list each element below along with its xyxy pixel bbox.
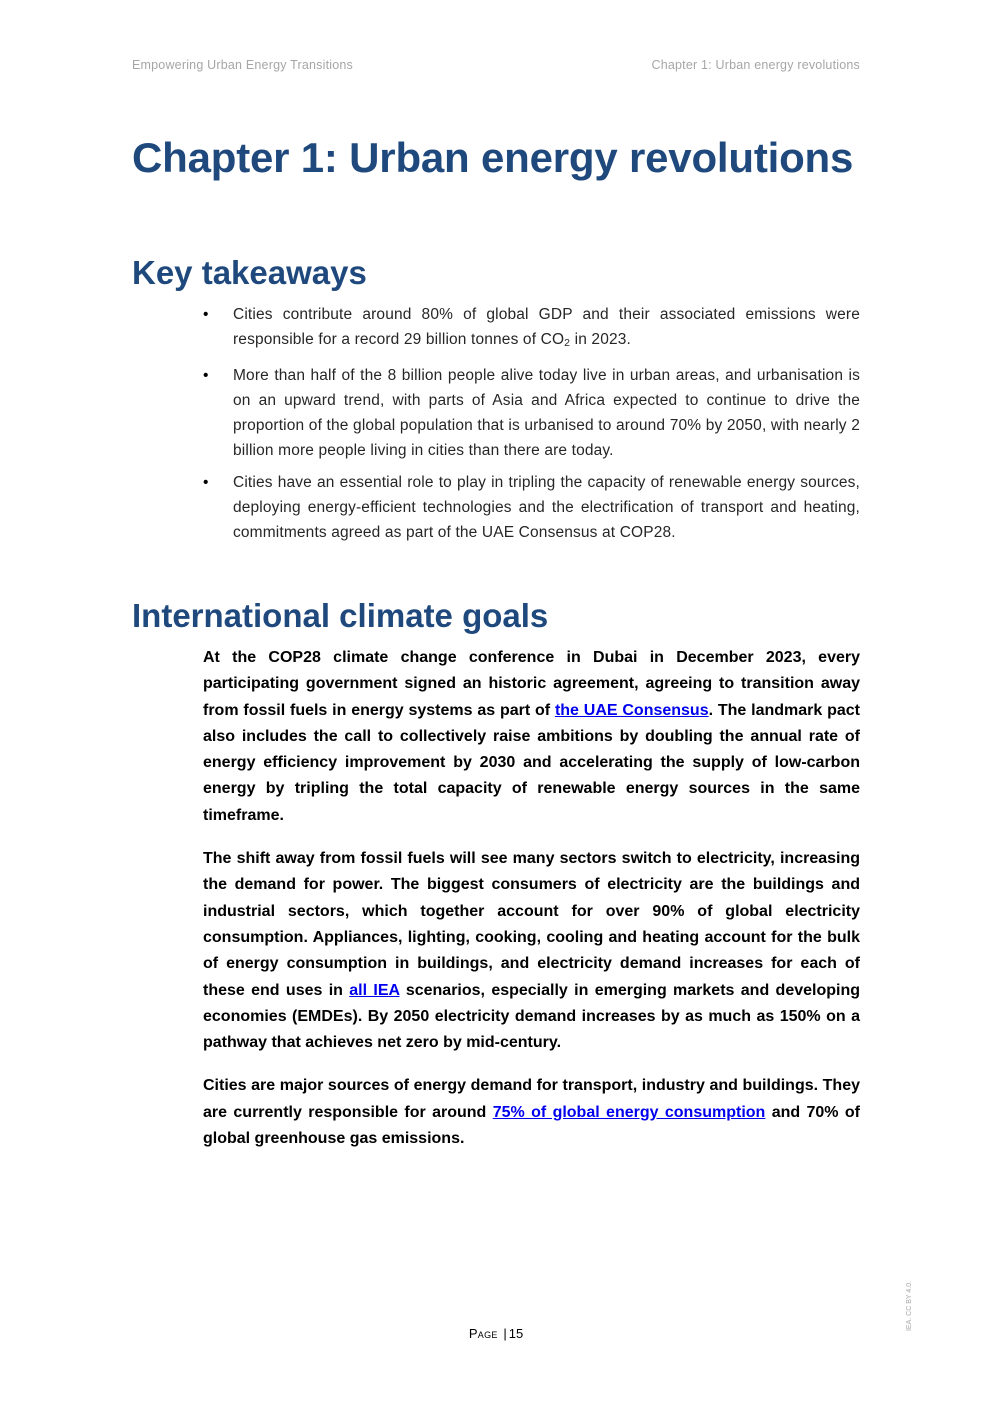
- paragraph: [203, 1073, 860, 1152]
- paragraph-text-tail: scenarios, especially in emerging markets and developing economies (EMDEs). By 2050 electricity demand increases by as much as 150% on a pathway that achieves net zero by mid-century.: [203, 981, 860, 1052]
- climate-goals-heading: International climate goals: [132, 597, 549, 634]
- takeaway-text: More than half of the 8 billion people alive today live in urban areas, and urbanisation is on an upward trend, with parts of Asia and Africa expected to continue to drive the proportion of the global population that is urbanised to around 70% by 2050, with nearly 2 billion more people living in cities than there are today.: [233, 366, 860, 460]
- page-label: Page: [468, 1326, 498, 1341]
- takeaway-item: [203, 302, 860, 357]
- key-takeaways-list: [203, 302, 860, 552]
- license-note: IEA. CC BY 4.0.: [906, 1280, 913, 1332]
- running-header: [132, 58, 860, 76]
- subscript: 2: [564, 337, 571, 350]
- takeaway-text: Cities contribute around 80% of global GDP and their associated emissions were responsible for a record 29 billion tonnes of CO: [233, 306, 860, 349]
- page-number: 15: [508, 1326, 524, 1341]
- paragraph-text-tail: . The landmark pact also includes the call to collectively raise ambitions by doubling the annual rate of energy efficiency improvement by 2030 and accelerating the supply of low-carbon energy by tripling the total capacity of renewable energy sources in the same timeframe.: [203, 701, 860, 824]
- page-separator: |: [503, 1326, 507, 1341]
- all-iea-link[interactable]: all IEA: [349, 981, 400, 999]
- paragraph-text: The shift away from fossil fuels will see many sectors switch to electricity, increasing the demand for power. The biggest consumers of electricity are the buildings and industrial sectors, which together account for over 90% of global electricity consumption. Appliances, lighting, cooking, cooling and heating account for the bulk of energy consumption in buildings, and electricity demand increases for each of these end uses in: [203, 850, 860, 999]
- paragraph-text-tail: and 70% of global greenhouse gas emissions.: [203, 1103, 861, 1148]
- header-document-title: Empowering Urban Energy Transitions: [132, 58, 353, 72]
- takeaway-text-tail: in 2023.: [570, 331, 631, 349]
- takeaway-item: [203, 470, 860, 546]
- energy-consumption-link[interactable]: 75% of global energy consumption: [492, 1103, 766, 1121]
- paragraph: [203, 645, 860, 829]
- page-footer: [0, 1326, 992, 1341]
- takeaway-text: Cities have an essential role to play in tripling the capacity of renewable energy sources, deploying energy-efficient technologies and the electrification of transport and heating, commitments agreed as part of the UAE Consensus at COP28.: [233, 473, 860, 542]
- paragraph: [203, 846, 860, 1056]
- header-chapter-title: Chapter 1: Urban energy revolutions: [651, 58, 860, 72]
- uae-consensus-link[interactable]: the UAE Consensus: [554, 701, 709, 719]
- paragraph-text: At the COP28 climate change conference in Dubai in December 2023, every participating government signed an historic agreement, agreeing to transition away from fossil fuels in energy systems as part of: [203, 649, 860, 719]
- key-takeaways-heading: Key takeaways: [132, 254, 367, 291]
- chapter-title: Chapter 1: Urban energy revolutions: [132, 134, 854, 181]
- climate-goals-body: [203, 645, 860, 1169]
- takeaway-item: [203, 363, 860, 464]
- paragraph-text: Cities are major sources of energy demand for transport, industry and buildings. They are currently responsible for around: [203, 1077, 860, 1121]
